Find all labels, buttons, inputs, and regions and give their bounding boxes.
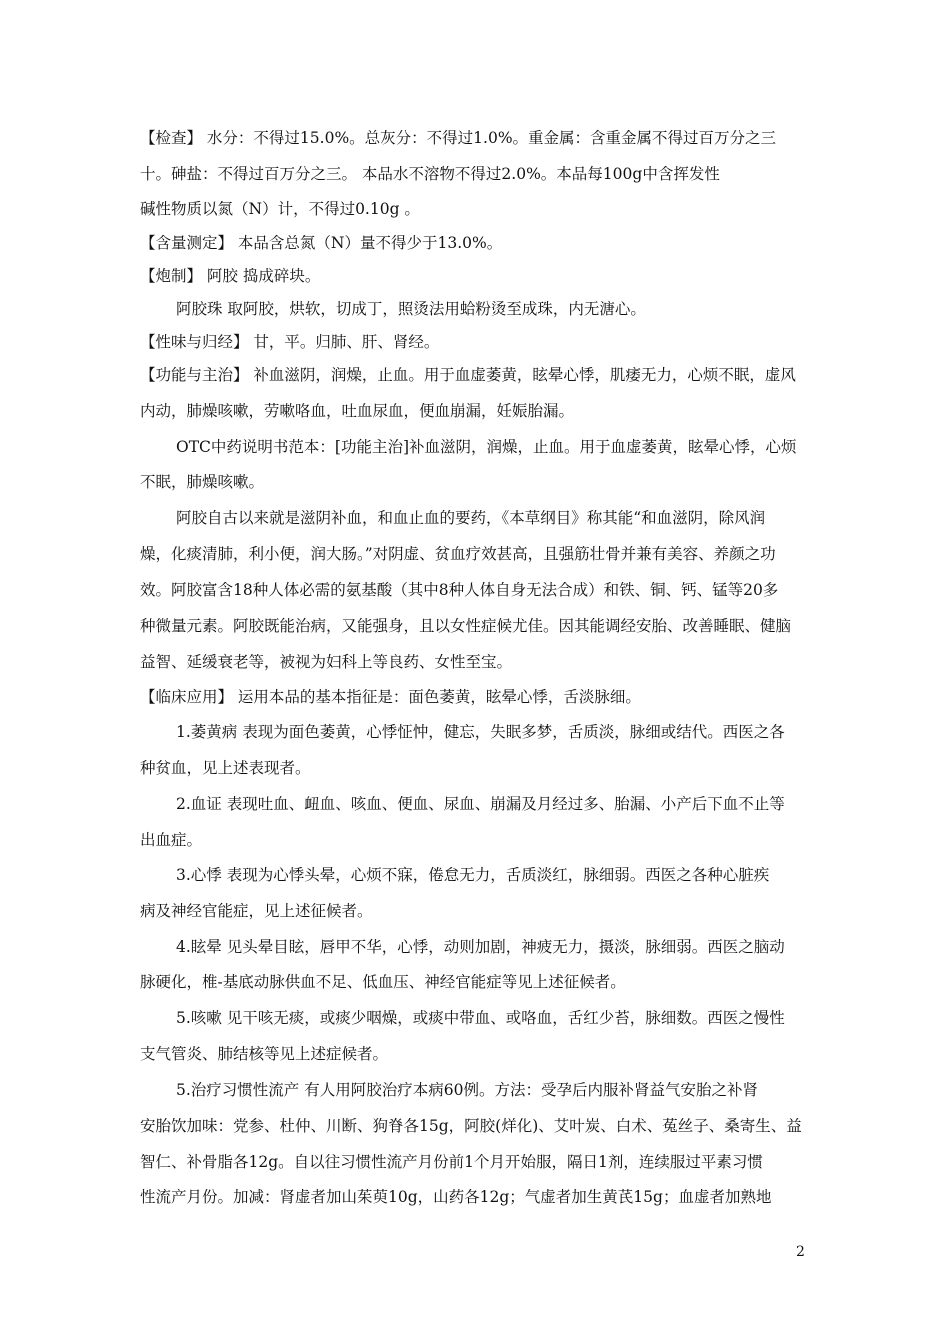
text-line: 安胎饮加味：党参、杜仲、川断、狗脊各15g，阿胶(烊化)、艾叶炭、白术、菟丝子、桑寄生、益 — [140, 1117, 802, 1135]
text-line: 种微量元素。阿胶既能治病，又能强身，且以女性症候尤佳。因其能调经安胎、改善睡眠、健脑 — [140, 617, 792, 635]
text-line: 【含量测定】 本品含总氮（N）量不得少于13.0%。 — [140, 234, 503, 252]
text-line: 5.治疗习惯性流产 有人用阿胶治疗本病60例。方法：受孕后内服补肾益气安胎之补肾 — [176, 1081, 758, 1099]
text-line: 内动，肺燥咳嗽，劳嗽咯血，吐血尿血，便血崩漏，妊娠胎漏。 — [140, 402, 575, 420]
text-line: OTC中药说明书范本：[功能主治]补血滋阴，润燥，止血。用于血虚萎黄，眩晕心悸，心烦 — [176, 438, 797, 456]
text-line: 【功能与主治】 补血滋阴，润燥，止血。用于血虚萎黄，眩晕心悸，肌痿无力，心烦不眠，虚风 — [140, 366, 796, 384]
text-line: 性流产月份。加减：肾虚者加山茱萸10g，山药各12g；气虚者加生黄芪15g；血虚者加熟地 — [140, 1188, 772, 1206]
text-line: 4.眩晕 见头晕目眩，唇甲不华，心悸，动则加剧，神疲无力，摄淡，脉细弱。西医之脑动 — [176, 938, 785, 956]
text-line: 十。砷盐：不得过百万分之三。 本品水不溶物不得过2.0%。本品每100g中含挥发性 — [140, 165, 720, 183]
text-line: 【临床应用】 运用本品的基本指征是：面色萎黄，眩晕心悸，舌淡脉细。 — [140, 688, 641, 706]
text-line: 【检查】 水分：不得过15.0%。总灰分：不得过1.0%。重金属：含重金属不得过百万分之三 — [140, 129, 777, 147]
text-line: 种贫血，见上述表现者。 — [140, 759, 311, 777]
text-line: 病及神经官能症，见上述征候者。 — [140, 902, 373, 920]
text-line: 脉硬化，椎-基底动脉供血不足、低血压、神经官能症等见上述征候者。 — [140, 973, 626, 991]
text-line: 3.心悸 表现为心悸头晕，心烦不寐，倦怠无力，舌质淡红，脉细弱。西医之各种心脏疾 — [176, 866, 770, 884]
text-line: 【炮制】 阿胶 捣成碎块。 — [140, 267, 321, 285]
text-line: 【性味与归经】 甘，平。归肺、肝、肾经。 — [140, 333, 440, 351]
page-number: 2 — [796, 1244, 805, 1260]
text-line: 阿胶珠 取阿胶，烘软，切成丁，照烫法用蛤粉烫至成珠，内无溏心。 — [176, 300, 646, 318]
text-line: 1.萎黄病 表现为面色萎黄，心悸怔忡，健忘，失眠多梦，舌质淡，脉细或结代。西医之各 — [176, 723, 785, 741]
text-line: 支气管炎、肺结核等见上述症候者。 — [140, 1045, 389, 1063]
text-line: 2.血证 表现吐血、衄血、咳血、便血、尿血、崩漏及月经过多、胎漏、小产后下血不止等 — [176, 795, 785, 813]
text-line: 益智、延缓衰老等，被视为妇科上等良药、女性至宝。 — [140, 653, 513, 671]
text-line: 燥，化痰清肺，利小便，润大肠。”对阴虚、贫血疗效甚高，且强筋壮骨并兼有美容、养颜之功 — [140, 545, 776, 563]
text-line: 出血症。 — [140, 831, 203, 849]
text-line: 效。阿胶富含18种人体必需的氨基酸（其中8种人体自身无法合成）和铁、铜、钙、锰等20多 — [140, 581, 779, 599]
text-line: 5.咳嗽 见干咳无痰，或痰少咽燥，或痰中带血、或咯血，舌红少苔，脉细数。西医之慢性 — [176, 1009, 785, 1027]
text-line: 智仁、补骨脂各12g。自以往习惯性流产月份前1个月开始服，隔日1剂，连续服过平素习惯 — [140, 1153, 763, 1171]
text-line: 碱性物质以氮（N）计，不得过0.10g 。 — [140, 200, 420, 218]
text-line: 阿胶自古以来就是滋阴补血，和血止血的要药，《本草纲目》称其能“和血滋阴，除风润 — [176, 509, 766, 527]
text-line: 不眠，肺燥咳嗽。 — [140, 473, 265, 491]
